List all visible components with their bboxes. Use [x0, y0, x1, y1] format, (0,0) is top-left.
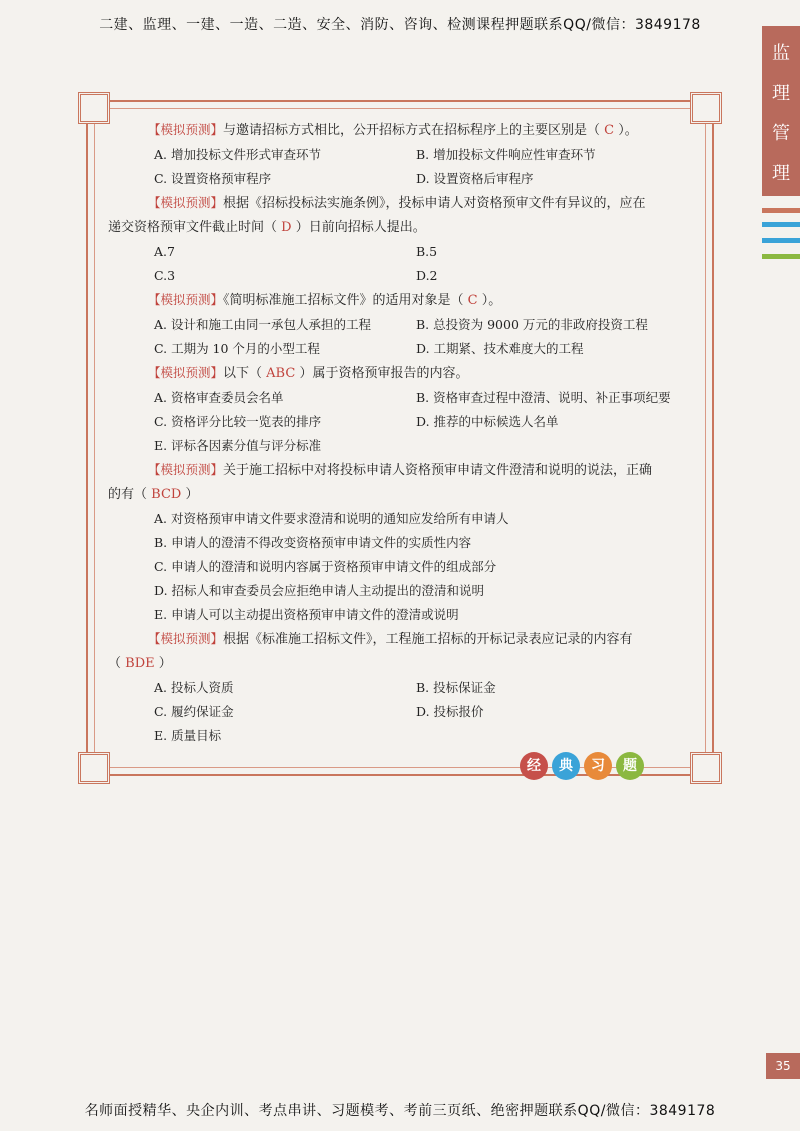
badge-char: 经: [520, 752, 548, 780]
stem-text: 根据《招标投标法实施条例》，投标申请人对资格预审文件有异议的，应在: [223, 196, 646, 211]
question: [108, 118, 698, 191]
option: E. 评标各因素分值与评分标准: [154, 438, 322, 453]
stem-text: 《简明标准施工招标文件》的适用对象是（: [223, 293, 464, 308]
badge-char: 典: [552, 752, 580, 780]
question-tag: 【模拟预测】: [148, 631, 224, 646]
footer-banner: 名师面授精华、央企内训、考点串讲、习题模考、考前三页纸、绝密押题联系QQ/微信：3849178: [84, 1103, 716, 1119]
answer: BCD: [147, 487, 186, 502]
options: [108, 676, 698, 748]
stem-text: ）日前向招标人提出。: [295, 220, 426, 235]
question-tag: 【模拟预测】: [148, 292, 224, 307]
option: C. 履约保证金: [154, 704, 234, 719]
option: C. 设置资格预审程序: [154, 171, 272, 186]
question: [108, 458, 698, 627]
option: D.2: [416, 268, 438, 283]
stem-text: ）属于资格预审报告的内容。: [299, 366, 469, 381]
question-tag: 【模拟预测】: [148, 195, 224, 210]
section-tab-char: 管: [772, 123, 790, 144]
stem-text: 关于施工招标中对将投标申请人资格预审申请文件澄清和说明的说法，正确: [223, 463, 653, 478]
section-tab-char: 理: [772, 83, 790, 104]
option: A. 投标人资质: [154, 680, 234, 695]
section-tab: [762, 26, 800, 196]
answer: BDE: [121, 656, 159, 671]
option: E. 申请人可以主动提出资格预审申请文件的澄清或说明: [154, 607, 459, 622]
option: B. 申请人的澄清不得改变资格预审申请文件的实质性内容: [154, 535, 472, 550]
stem-text: ）: [185, 487, 199, 502]
option: C. 申请人的澄清和说明内容属于资格预审申请文件的组成部分: [154, 559, 497, 574]
option: D. 投标报价: [416, 704, 484, 719]
frame-corner-ornament: [690, 752, 722, 784]
stem-text: ）。: [618, 123, 638, 138]
decor-stripe: [762, 238, 800, 243]
option: B. 总投资为 9000 万元的非政府投资工程: [416, 317, 648, 332]
section-tab-char: 监: [772, 43, 790, 64]
question-stem-continued: [108, 652, 698, 676]
options: [108, 313, 698, 361]
question-stem: [108, 288, 698, 313]
options: [108, 386, 698, 458]
stem-text: 递交资格预审文件截止时间（: [108, 220, 278, 235]
answer: ABC: [262, 366, 300, 381]
badge-char: 习: [584, 752, 612, 780]
option: C.3: [154, 268, 176, 283]
option: B. 增加投标文件响应性审查环节: [416, 147, 596, 162]
question-stem: [108, 191, 698, 216]
section-tab-char: 理: [772, 163, 790, 184]
stem-text: 根据《标准施工招标文件》，工程施工招标的开标记录表应记录的内容有: [223, 632, 633, 647]
exercise-content: [108, 118, 698, 748]
badge-char: 题: [616, 752, 644, 780]
section-badge: [520, 752, 644, 780]
stem-text: 以下（: [223, 366, 263, 381]
option: C. 资格评分比较一览表的排序: [154, 414, 322, 429]
option: A.7: [154, 244, 175, 259]
question-tag: 【模拟预测】: [148, 122, 224, 137]
stem-text: 的有（: [108, 487, 148, 502]
decor-stripe: [762, 254, 800, 259]
question: [108, 361, 698, 458]
stem-text: ）。: [481, 293, 502, 308]
stem-text: ）: [158, 656, 172, 671]
question-tag: 【模拟预测】: [148, 365, 224, 380]
decor-stripe: [762, 208, 800, 213]
option: B. 投标保证金: [416, 680, 496, 695]
question-stem: [108, 458, 698, 483]
option: D. 推荐的中标候选人名单: [416, 414, 559, 429]
question: [108, 627, 698, 748]
frame-corner-ornament: [78, 752, 110, 784]
option: D. 招标人和审查委员会应拒绝申请人主动提出的澄清和说明: [154, 583, 485, 598]
page-number: 35: [766, 1053, 800, 1079]
answer: C: [600, 123, 619, 138]
option: A. 设计和施工由同一承包人承担的工程: [154, 317, 371, 332]
options: [108, 507, 698, 627]
option: B.5: [416, 244, 438, 259]
stem-text: （: [108, 656, 122, 671]
question-tag: 【模拟预测】: [148, 462, 224, 477]
question-stem-continued: [108, 216, 698, 240]
answer: C: [463, 293, 482, 308]
option: C. 工期为 10 个月的小型工程: [154, 341, 320, 356]
question-stem: [108, 118, 698, 143]
answer: D: [277, 220, 296, 235]
question-stem: [108, 627, 698, 652]
options: [108, 240, 698, 288]
option: D. 设置资格后审程序: [416, 171, 534, 186]
option: B. 资格审查过程中澄清、说明、补正事项纪要: [416, 390, 671, 405]
frame-corner-ornament: [78, 92, 110, 124]
header-banner: 二建、监理、一建、一造、二造、安全、消防、咨询、检测课程押题联系QQ/微信：3849178: [99, 17, 701, 33]
decor-stripe: [762, 222, 800, 227]
option: A. 增加投标文件形式审查环节: [154, 147, 321, 162]
option: A. 对资格预审申请文件要求澄清和说明的通知应发给所有申请人: [154, 511, 509, 526]
question: [108, 288, 698, 361]
question-stem: [108, 361, 698, 386]
stem-text: 与邀请招标方式相比，公开招标方式在招标程序上的主要区别是（: [223, 123, 601, 138]
options: [108, 143, 698, 191]
question-stem-continued: [108, 483, 698, 507]
option: E. 质量目标: [154, 728, 222, 743]
question: [108, 191, 698, 288]
option: A. 资格审查委员会名单: [154, 390, 284, 405]
option: D. 工期紧、技术难度大的工程: [416, 341, 584, 356]
